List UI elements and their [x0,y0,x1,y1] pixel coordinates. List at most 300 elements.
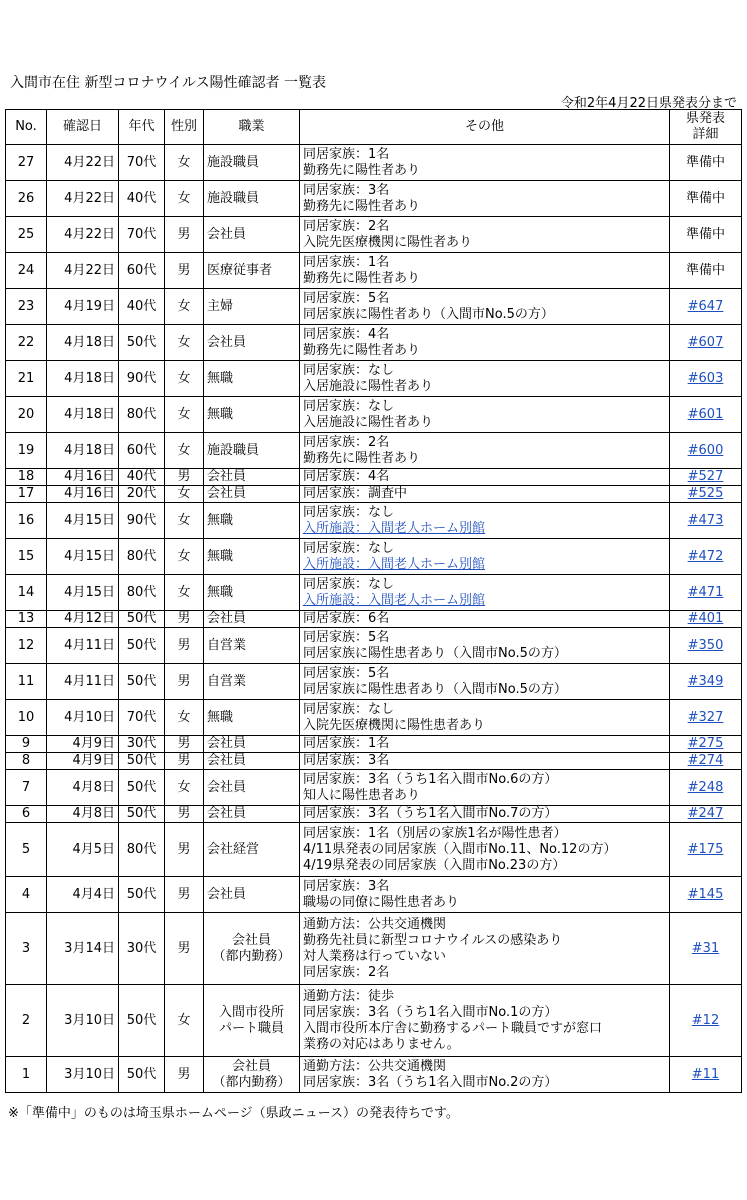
sex: 女 [165,397,204,433]
occupation-line: 会社員 [207,753,247,768]
detail-line: 同居家族：3名（うち1名入間市No.6の方） [303,771,558,787]
occupation [204,1057,300,1093]
prefecture-detail [670,145,742,181]
detail-line: 対人業務は行っていない [303,948,447,964]
detail-line: 通勤方法：徒歩 [303,988,395,1004]
confirmed-date: 3月14日 [47,913,119,985]
other-details [300,913,670,985]
detail-link[interactable]: #401 [687,611,724,626]
occupation [204,361,300,397]
table-header-row [6,110,742,145]
occupation [204,736,300,753]
occupation [204,753,300,770]
confirmed-date: 4月18日 [47,433,119,469]
sex: 女 [165,325,204,361]
other-details [300,1057,670,1093]
table-row [6,433,742,469]
table-row [6,486,742,503]
table-row [6,575,742,611]
case-number: 23 [6,289,47,325]
sex: 女 [165,486,204,503]
detail-line: 同居家族：3名 [303,182,390,198]
sex: 男 [165,217,204,253]
footnote: ※「準備中」のものは埼玉県ホームページ（県政ニュース）の発表待ちです。 [8,1106,459,1121]
occupation [204,217,300,253]
header-occupation: 職業 [204,110,300,145]
facility-link[interactable]: 入所施設：入間老人ホーム別館 [303,556,486,572]
table-row [6,469,742,486]
confirmed-date: 4月18日 [47,397,119,433]
case-number: 15 [6,539,47,575]
occupation [204,806,300,823]
table-row [6,877,742,913]
age-group: 70代 [119,217,165,253]
occupation-line: 会社員 [207,611,247,626]
occupation [204,985,300,1057]
sex: 男 [165,806,204,823]
occupation [204,664,300,700]
prefecture-detail [670,253,742,289]
table-row [6,397,742,433]
confirmed-date: 4月16日 [47,486,119,503]
detail-link[interactable]: #349 [687,673,724,689]
occupation-line: 自営業 [207,673,247,689]
case-number: 2 [6,985,47,1057]
age-group: 30代 [119,913,165,985]
confirmed-date: 3月10日 [47,1057,119,1093]
as-of-date: 令和2年4月22日県発表分まで [560,96,737,111]
other-details [300,736,670,753]
detail-line: 勤務先社員に新型コロナウイルスの感染あり [303,932,563,948]
detail-line: 同居家族：なし [303,504,395,520]
age-group: 90代 [119,503,165,539]
occupation-line: 会社員 [207,736,247,751]
case-number: 14 [6,575,47,611]
occupation [204,486,300,503]
table-row [6,1057,742,1093]
table-row [6,181,742,217]
table-row [6,753,742,770]
detail-line: 同居家族：1名（別居の家族1名が陽性患者） [303,825,567,841]
confirmed-date: 4月22日 [47,145,119,181]
prefecture-detail [670,503,742,539]
table-row [6,664,742,700]
detail-line: 同居家族：3名（うち1名入間市No.1の方） [303,1004,558,1020]
other-details [300,503,670,539]
case-number: 21 [6,361,47,397]
facility-link[interactable]: 入所施設：入間老人ホーム別館 [303,592,486,608]
occupation-line: 会社員 [207,226,247,242]
occupation-line: 会社員 [207,486,247,501]
age-group: 50代 [119,985,165,1057]
occupation [204,913,300,985]
occupation-line: 会社員 [207,886,247,902]
case-number: 17 [6,486,47,503]
other-details [300,181,670,217]
detail-link[interactable]: #12 [691,1012,720,1028]
age-group: 80代 [119,575,165,611]
prefecture-detail [670,823,742,877]
confirmed-date: 4月9日 [47,736,119,753]
detail-link[interactable]: #275 [687,736,724,751]
other-details [300,145,670,181]
age-group: 50代 [119,1057,165,1093]
occupation-line: 無職 [207,370,234,386]
detail-link[interactable]: #248 [687,779,724,795]
other-details [300,823,670,877]
table-row [6,736,742,753]
age-group: 80代 [119,539,165,575]
detail-link[interactable]: #274 [687,753,724,768]
other-details [300,628,670,664]
detail-link[interactable]: #525 [687,486,724,501]
sex: 男 [165,736,204,753]
detail-line: 通勤方法：公共交通機関 [303,1058,447,1074]
occupation [204,628,300,664]
age-group: 20代 [119,486,165,503]
sex: 女 [165,503,204,539]
occupation [204,469,300,486]
sex: 男 [165,753,204,770]
table-row [6,700,742,736]
age-group: 50代 [119,325,165,361]
case-number: 16 [6,503,47,539]
detail-link[interactable]: #247 [687,806,724,821]
prefecture-detail [670,806,742,823]
occupation-line: 会社員 [231,932,271,948]
other-details [300,217,670,253]
detail-line: 勤務先に陽性者あり [303,342,421,358]
prefecture-detail [670,433,742,469]
header-sex: 性別 [165,110,204,145]
detail-line: 同居家族：3名（うち1名入間市No.7の方） [303,806,558,821]
detail-line: 知人に陽性患者あり [303,787,421,803]
table-row [6,503,742,539]
prefecture-detail [670,575,742,611]
sex: 男 [165,611,204,628]
cases-table [5,109,742,1093]
detail-line: 4/19県発表の同居家族（入間市No.23の方） [303,857,566,873]
other-details [300,325,670,361]
detail-line: 同居家族：3名（うち1名入間市No.2の方） [303,1074,558,1090]
occupation-line: 無職 [207,709,234,725]
prefecture-detail [670,289,742,325]
occupation [204,539,300,575]
detail-line: 勤務先に陽性者あり [303,270,421,286]
confirmed-date: 4月15日 [47,539,119,575]
facility-link[interactable]: 入所施設：入間老人ホーム別館 [303,520,486,536]
age-group: 60代 [119,433,165,469]
other-details [300,397,670,433]
occupation-line: 会社員 [207,806,247,821]
occupation-line: 施設職員 [207,190,260,206]
case-number: 1 [6,1057,47,1093]
table-row [6,253,742,289]
occupation-line: 会社経営 [207,841,260,857]
case-number: 24 [6,253,47,289]
detail-line: 同居家族に陽性者あり（入間市No.5の方） [303,306,554,322]
detail-link[interactable]: #603 [687,370,724,386]
header-no: No. [6,110,47,145]
detail-line: 勤務先に陽性者あり [303,198,421,214]
occupation-line: 施設職員 [207,154,260,170]
table-row [6,325,742,361]
detail-line: 同居家族：2名 [303,218,390,234]
table-row [6,611,742,628]
detail-line: 同居家族：1名 [303,254,390,270]
detail-line: 同居家族：なし [303,701,395,717]
detail-line: 同居家族：5名 [303,629,390,645]
table-row [6,217,742,253]
confirmed-date: 4月8日 [47,806,119,823]
header-other: その他 [300,110,670,145]
detail-line: 同居家族：4名 [303,469,390,484]
case-number: 27 [6,145,47,181]
other-details [300,700,670,736]
other-details [300,664,670,700]
confirmed-date: 4月22日 [47,253,119,289]
prefecture-detail [670,736,742,753]
sex: 男 [165,913,204,985]
detail-line: 勤務先に陽性者あり [303,162,421,178]
case-number: 10 [6,700,47,736]
other-details [300,877,670,913]
detail-line: 同居家族：3名 [303,753,390,768]
confirmed-date: 4月18日 [47,325,119,361]
detail-link[interactable]: #647 [687,298,724,314]
occupation [204,877,300,913]
prefecture-detail [670,664,742,700]
age-group: 50代 [119,753,165,770]
detail-link[interactable]: #11 [691,1066,720,1082]
detail-link[interactable]: #600 [687,442,724,458]
prefecture-detail [670,469,742,486]
detail-line: 同居家族：6名 [303,611,390,626]
detail-line: 4/11県発表の同居家族（入間市No.11、No.12の方） [303,841,617,857]
sex: 女 [165,145,204,181]
detail-line: 同居家族：なし [303,362,395,378]
sex: 女 [165,985,204,1057]
case-number: 8 [6,753,47,770]
detail-link[interactable]: #175 [687,841,724,857]
sex: 女 [165,700,204,736]
table-row [6,770,742,806]
detail-line: 同居家族：5名 [303,290,390,306]
occupation [204,289,300,325]
case-number: 18 [6,469,47,486]
detail-line: 入居施設に陽性者あり [303,378,434,394]
occupation [204,397,300,433]
sex: 男 [165,253,204,289]
occupation [204,181,300,217]
header-detail-line: 詳細 [692,127,719,142]
other-details [300,361,670,397]
occupation [204,575,300,611]
detail-link[interactable]: #472 [687,548,724,564]
sex: 男 [165,628,204,664]
occupation-line: 医療従事者 [207,262,273,278]
pending-label: 準備中 [685,262,725,278]
other-details [300,770,670,806]
occupation [204,253,300,289]
prefecture-detail [670,770,742,806]
detail-line: 同居家族：なし [303,540,395,556]
occupation [204,611,300,628]
detail-link[interactable]: #471 [687,584,724,600]
header-detail-line: 県発表 [685,111,725,126]
case-number: 11 [6,664,47,700]
sex: 女 [165,361,204,397]
detail-line: 同居家族：3名 [303,878,390,894]
table-row [6,628,742,664]
table-row [6,539,742,575]
case-number: 7 [6,770,47,806]
case-number: 25 [6,217,47,253]
prefecture-detail [670,628,742,664]
prefecture-detail [670,325,742,361]
occupation-line: 自営業 [207,637,247,653]
other-details [300,575,670,611]
sex: 女 [165,181,204,217]
age-group: 40代 [119,181,165,217]
age-group: 50代 [119,877,165,913]
detail-line: 同居家族：なし [303,576,395,592]
occupation-line: （都内勤務） [212,948,291,964]
table-row [6,913,742,985]
confirmed-date: 4月5日 [47,823,119,877]
case-number: 22 [6,325,47,361]
confirmed-date: 4月10日 [47,700,119,736]
detail-link[interactable]: #350 [687,637,724,653]
case-number: 6 [6,806,47,823]
table-row [6,361,742,397]
detail-line: 入間市役所本庁舎に勤務するパート職員ですが窓口 [303,1020,603,1036]
age-group: 70代 [119,145,165,181]
occupation-line: 入間市役所 [218,1004,284,1020]
other-details [300,806,670,823]
detail-line: 同居家族：4名 [303,326,390,342]
prefecture-detail [670,611,742,628]
occupation [204,770,300,806]
header-date: 確認日 [47,110,119,145]
prefecture-detail [670,397,742,433]
sex: 男 [165,469,204,486]
occupation-line: 無職 [207,406,234,422]
case-number: 19 [6,433,47,469]
case-number: 9 [6,736,47,753]
detail-link[interactable]: #327 [687,709,724,725]
detail-line: 入院先医療機関に陽性患者あり [303,717,486,733]
pending-label: 準備中 [685,226,725,242]
occupation-line: 無職 [207,584,234,600]
occupation-line: 会社員 [207,334,247,350]
detail-line: 同居家族に陽性患者あり（入間市No.5の方） [303,645,567,661]
detail-line: 同居家族：5名 [303,665,390,681]
confirmed-date: 4月16日 [47,469,119,486]
confirmed-date: 4月9日 [47,753,119,770]
confirmed-date: 4月8日 [47,770,119,806]
detail-link[interactable]: #145 [687,886,724,902]
table-row [6,806,742,823]
detail-line: 入居施設に陽性者あり [303,414,434,430]
detail-link[interactable]: #601 [687,406,724,422]
prefecture-detail [670,913,742,985]
prefecture-detail [670,877,742,913]
header-detail [670,110,742,145]
age-group: 50代 [119,806,165,823]
table-row [6,823,742,877]
detail-line: 勤務先に陽性者あり [303,450,421,466]
detail-link[interactable]: #527 [687,469,724,484]
table-row [6,985,742,1057]
detail-line: 同居家族：2名 [303,434,390,450]
occupation-line: 会社員 [207,779,247,795]
confirmed-date: 4月4日 [47,877,119,913]
age-group: 30代 [119,736,165,753]
header-age: 年代 [119,110,165,145]
confirmed-date: 4月11日 [47,664,119,700]
other-details [300,486,670,503]
other-details [300,289,670,325]
detail-line: 通勤方法：公共交通機関 [303,916,447,932]
age-group: 70代 [119,700,165,736]
confirmed-date: 3月10日 [47,985,119,1057]
case-number: 26 [6,181,47,217]
occupation [204,503,300,539]
confirmed-date: 4月22日 [47,217,119,253]
detail-line: 同居家族：調査中 [303,486,408,501]
detail-link[interactable]: #607 [687,334,724,350]
age-group: 50代 [119,770,165,806]
case-number: 4 [6,877,47,913]
detail-line: 同居家族に陽性患者あり（入間市No.5の方） [303,681,567,697]
occupation-line: （都内勤務） [212,1074,291,1090]
case-number: 5 [6,823,47,877]
prefecture-detail [670,1057,742,1093]
detail-line: 同居家族：2名 [303,964,390,980]
occupation-line: 会社員 [207,469,247,484]
sex: 女 [165,539,204,575]
prefecture-detail [670,486,742,503]
age-group: 50代 [119,664,165,700]
occupation-line: 主婦 [207,298,234,314]
detail-line: 業務の対応はありません。 [303,1036,460,1052]
case-number: 3 [6,913,47,985]
age-group: 40代 [119,289,165,325]
other-details [300,753,670,770]
prefecture-detail [670,539,742,575]
detail-line: 職場の同僚に陽性患者あり [303,894,460,910]
other-details [300,469,670,486]
other-details [300,253,670,289]
detail-link[interactable]: #31 [691,940,720,956]
occupation [204,433,300,469]
occupation [204,823,300,877]
age-group: 90代 [119,361,165,397]
other-details [300,433,670,469]
prefecture-detail [670,217,742,253]
sex: 女 [165,289,204,325]
other-details [300,539,670,575]
pending-label: 準備中 [685,154,725,170]
confirmed-date: 4月12日 [47,611,119,628]
age-group: 50代 [119,628,165,664]
table-row [6,145,742,181]
detail-link[interactable]: #473 [687,512,724,528]
detail-line: 入院先医療機関に陽性者あり [303,234,473,250]
detail-line: 同居家族：1名 [303,736,390,751]
age-group: 50代 [119,611,165,628]
